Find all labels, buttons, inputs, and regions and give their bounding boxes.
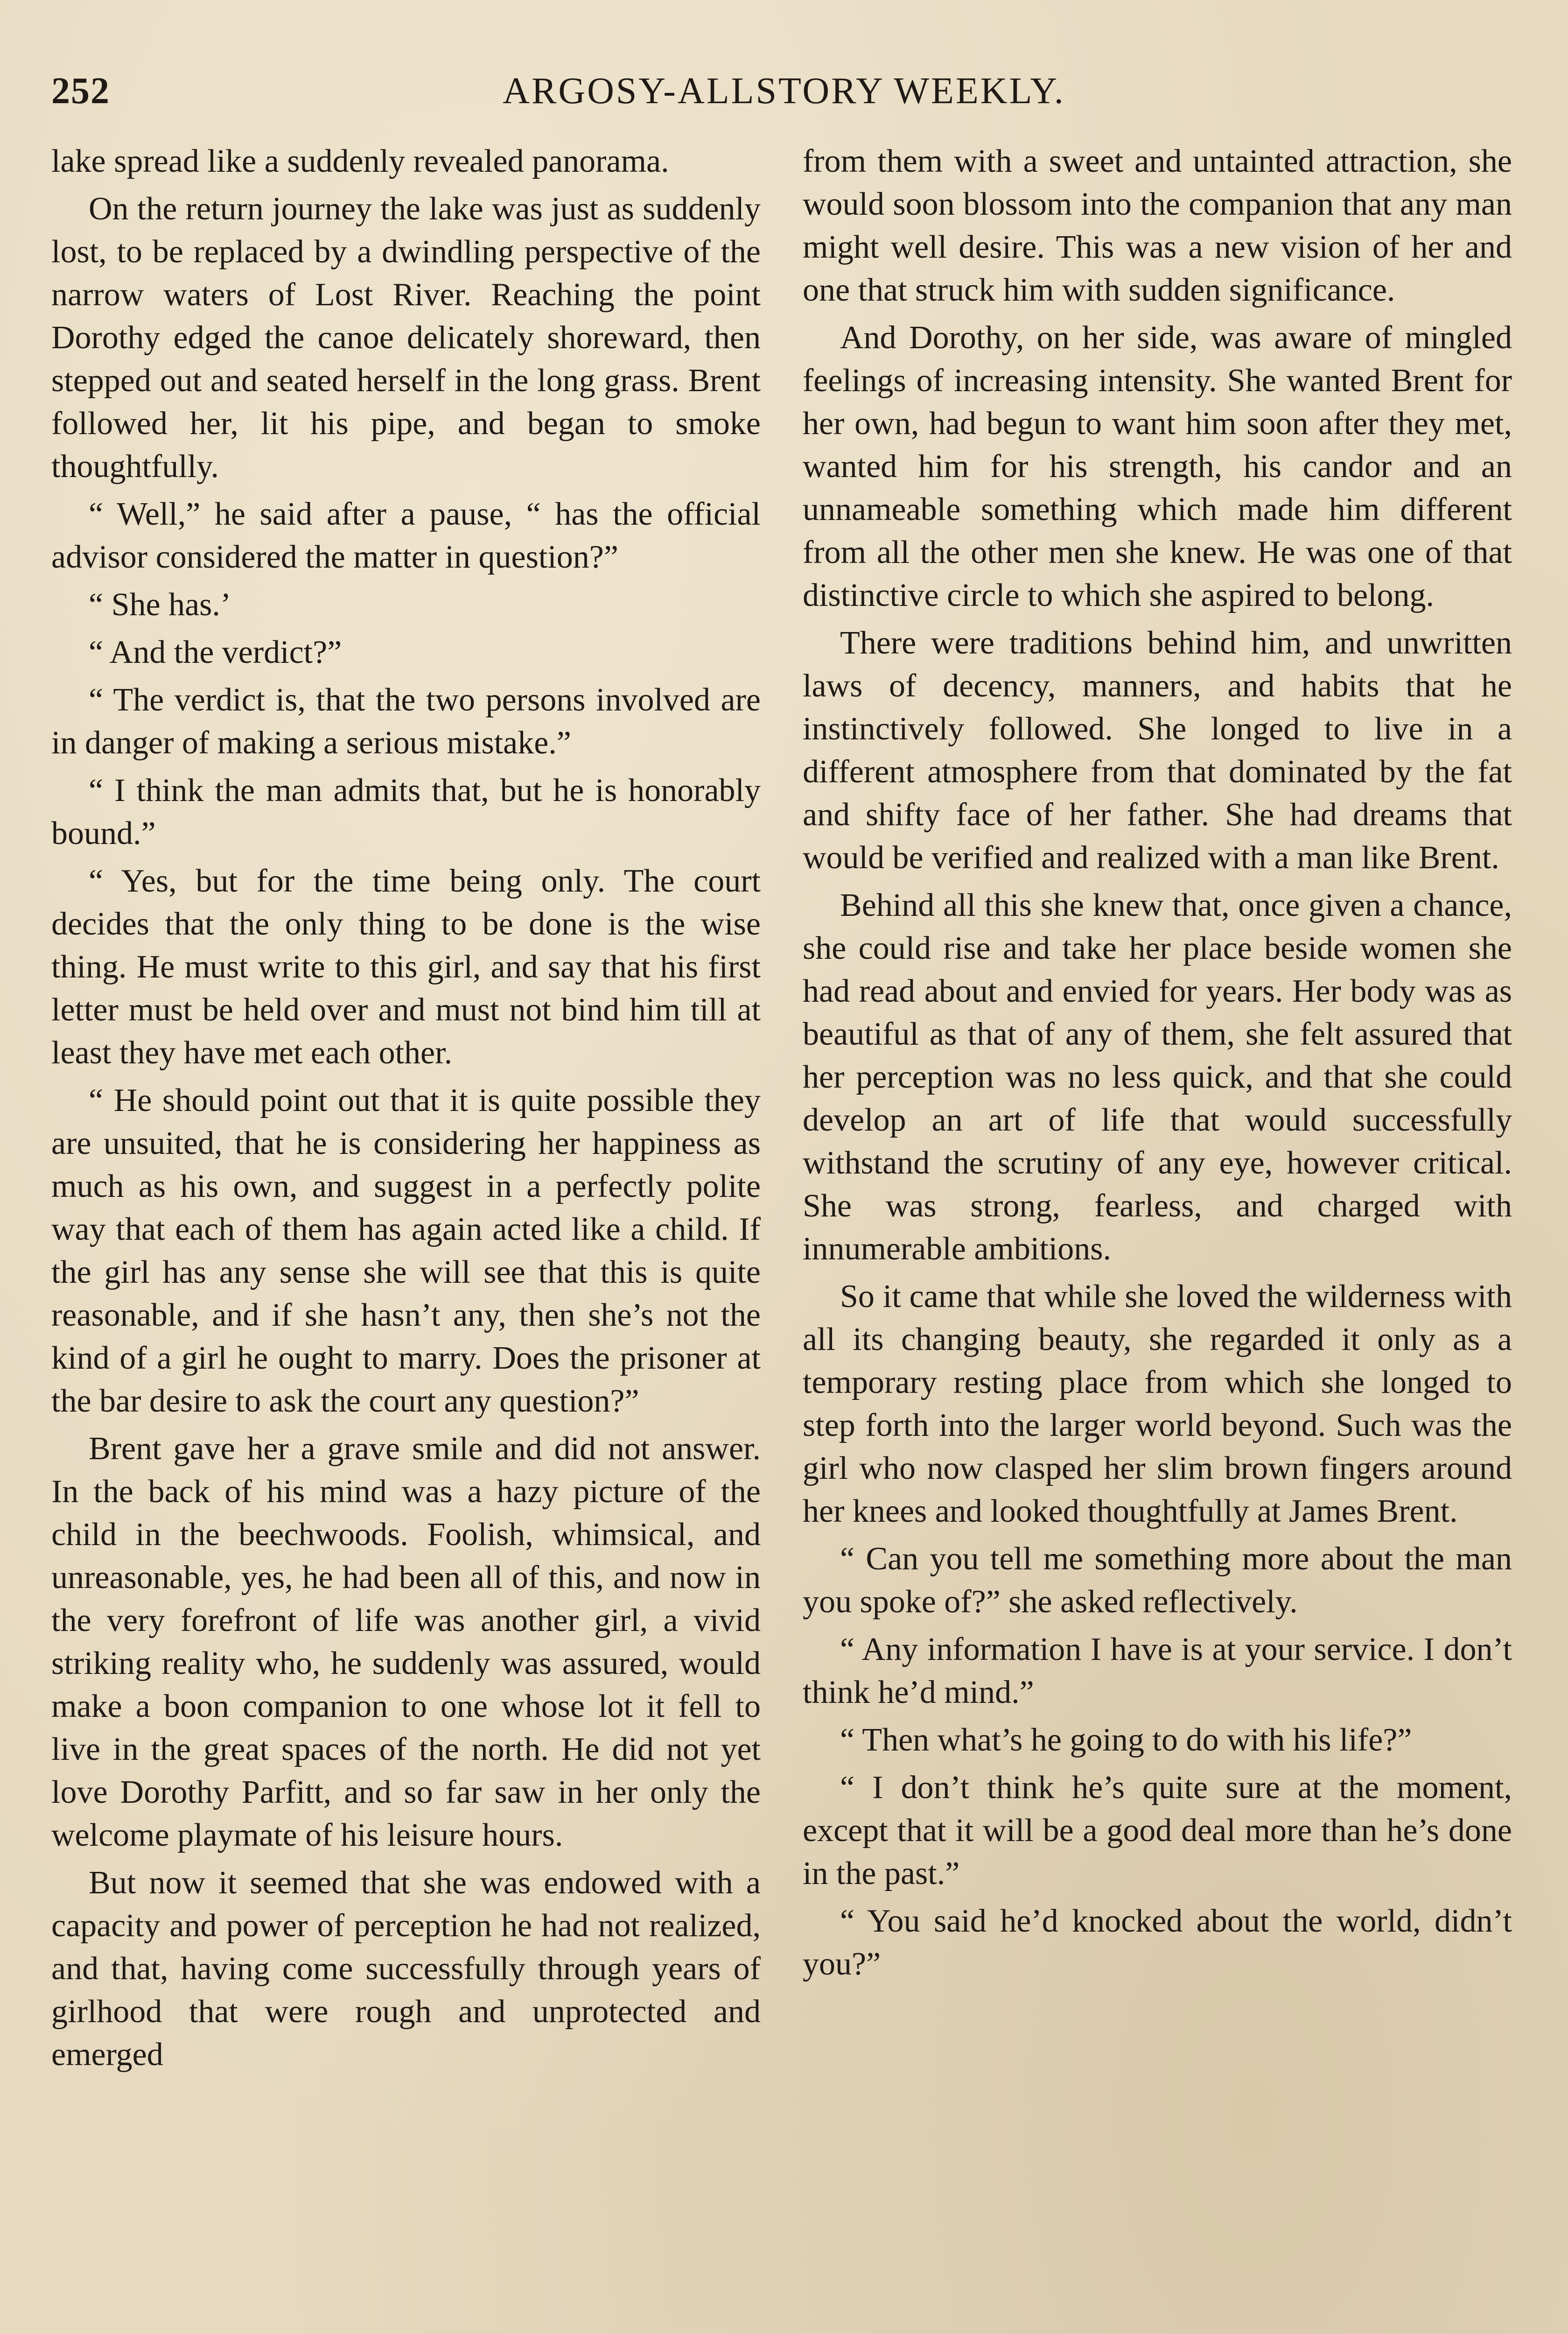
left-column xyxy=(51,140,761,2076)
paragraph: “ You said he’d knocked about the world, didn’t you?” xyxy=(803,1903,1512,1982)
right-column xyxy=(803,140,1512,1986)
paragraph: And Dorothy, on her side, was aware of mingled feelings of increasing intensity. She wanted Brent for her own, had begun to want him soon after they met, wanted him for his strength, his candor and an unnameable something which made him different from all the other men she knew. He was one of that distinctive circle to which she aspired to belong. xyxy=(803,320,1512,613)
page-number: 252 xyxy=(51,70,110,112)
paragraph: Behind all this she knew that, once given a chance, she could rise and take her place beside women she had read about and envied for years. Her body was as beautiful as that of any of them, she felt assured that her perception was no less quick, and that she could develop an art of life that would successfully withstand the scrutiny of any eye, however critical. She was strong, fearless, and charged with innumerable ambitions. xyxy=(803,887,1512,1267)
paragraph: “ Then what’s he going to do with his life?” xyxy=(840,1722,1412,1758)
paragraph: lake spread like a suddenly revealed panorama. xyxy=(51,143,669,179)
page-header xyxy=(51,70,1517,121)
running-title: ARGOSY-ALLSTORY WEEKLY. xyxy=(503,70,1065,112)
paragraph: from them with a sweet and untainted attraction, she would soon blossom into the companion that any man might well desire. This was a new vision of her and one that struck him with sudden significance. xyxy=(803,143,1512,308)
paragraph: “ Well,” he said after a pause, “ has the official advisor considered the matter in question?” xyxy=(51,496,761,575)
paragraph: “ Can you tell me something more about the man you spoke of?” she asked reflectively. xyxy=(803,1541,1512,1620)
paragraph: “ He should point out that it is quite possible they are unsuited, that he is considering her happiness as much as his own, and suggest in a perfectly polite way that each of them has again acted like a child. If the girl has any sense she will see that this is quite reasonable, and if she hasn’t any, then she’s not the kind of a girl he ought to marry. Does the prisoner at the bar desire to ask the court any question?” xyxy=(51,1083,761,1419)
paragraph: But now it seemed that she was endowed with a capacity and power of perception he had not realized, and that, having come successfully through years of girlhood that were rough and unprotected and emerged xyxy=(51,1865,761,2073)
paragraph: “ I don’t think he’s quite sure at the moment, except that it will be a good deal more than he’s done in the past.” xyxy=(803,1770,1512,1891)
paragraph: Brent gave her a grave smile and did not answer. In the back of his mind was a hazy picture of the child in the beechwoods. Foolish, whimsical, and unreasonable, yes, he had been all of this, and now in the very forefront of life was another girl, a vivid striking reality who, he suddenly was assured, would make a boon companion to one whose lot it fell to live in the great spaces of the north. He did not yet love Dorothy Parfitt, and so far saw in her only the welcome playmate of his leisure hours. xyxy=(51,1431,761,1853)
paragraph: “ Any information I have is at your service. I don’t think he’d mind.” xyxy=(803,1631,1512,1710)
paragraph: “ And the verdict?” xyxy=(89,634,342,670)
paragraph: “ Yes, but for the time being only. The court decides that the only thing to be done is the wise thing. He must write to this girl, and say that his first letter must be held over and must not bind him till at least they have met each other. xyxy=(51,863,761,1071)
paragraph: On the return journey the lake was just as suddenly lost, to be replaced by a dwindling perspective of the narrow waters of Lost River. Reaching the point Dorothy edged the canoe delicately shoreward, then stepped out and seated herself in the long grass. Brent followed her, lit his pipe, and began to smoke thoughtfully. xyxy=(51,191,761,485)
paragraph: There were traditions behind him, and unwritten laws of decency, manners, and habits that he instinctively followed. She longed to live in a different atmosphere from that dominated by the fat and shifty face of her father. She had dreams that would be verified and realized with a man like Brent. xyxy=(803,625,1512,876)
paragraph: “ I think the man admits that, but he is honorably bound.” xyxy=(51,773,761,851)
paragraph: “ The verdict is, that the two persons involved are in danger of making a serious mistake.” xyxy=(51,682,761,761)
paragraph: So it came that while she loved the wilderness with all its changing beauty, she regarded it only as a temporary resting place from which she longed to step forth into the larger world beyond. Such was the girl who now clasped her slim brown fingers around her knees and looked thoughtfully at James Brent. xyxy=(803,1279,1512,1529)
paragraph: “ She has.’ xyxy=(89,587,231,623)
